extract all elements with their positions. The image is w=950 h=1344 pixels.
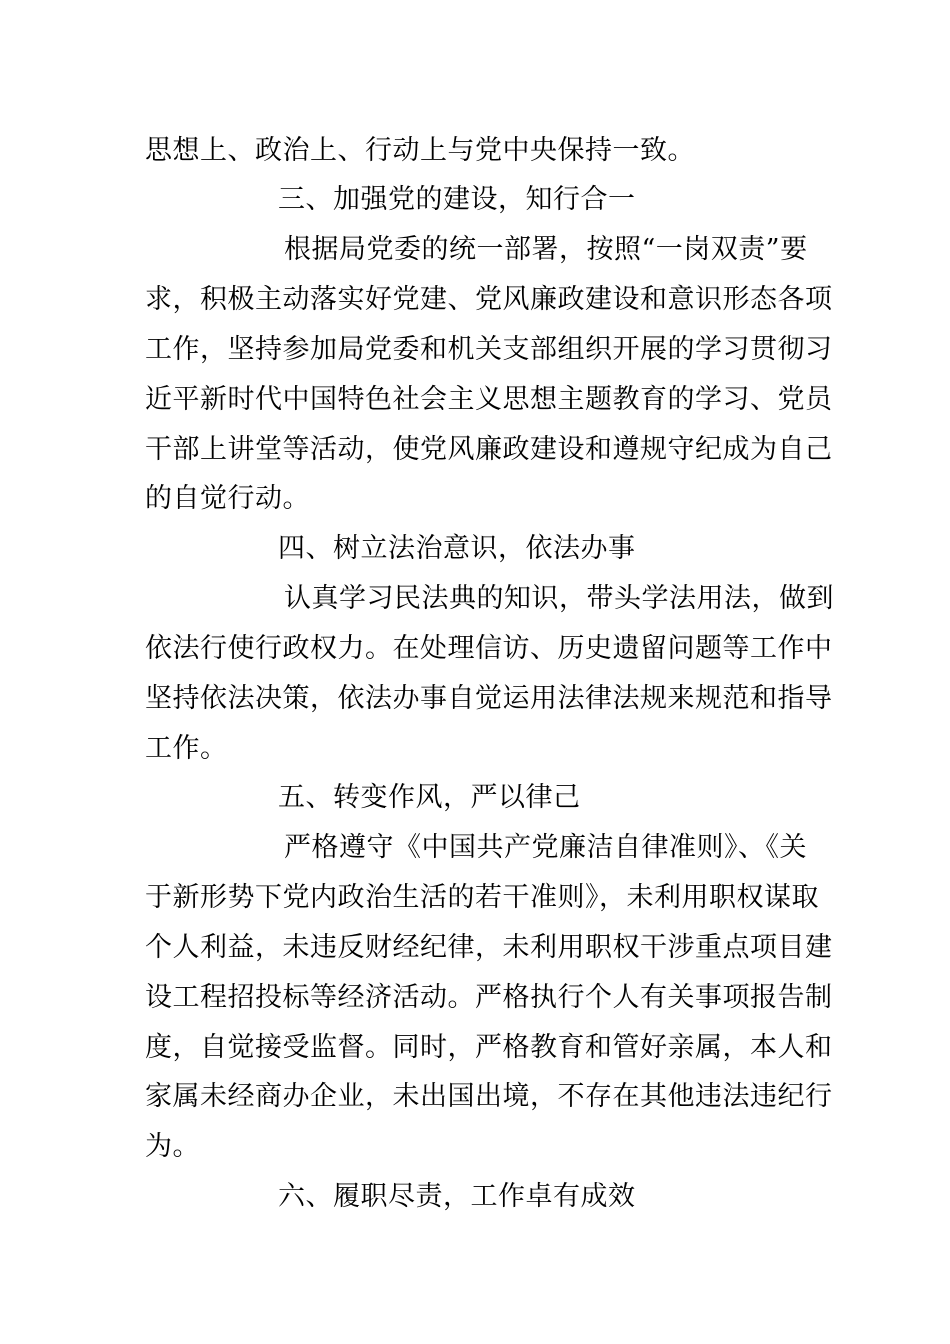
section-heading-3: 三、加强党的建设，知行合一	[278, 184, 636, 215]
section-heading-6: 六、履职尽责，工作卓有成效	[278, 1181, 636, 1212]
section-heading-4: 四、树立法治意识，依法办事	[278, 533, 636, 564]
paragraph-first-line: 严格遵守《中国共产党廉洁自律准则》、《关	[284, 832, 807, 863]
body-text-line: 个人利益，未违反财经纪律，未利用职权干涉重点项目建	[145, 932, 833, 963]
body-text-line: 设工程招投标等经济活动。严格执行个人有关事项报告制	[145, 982, 833, 1013]
body-text-line: 工作，坚持参加局党委和机关支部组织开展的学习贯彻习	[145, 334, 833, 365]
body-text-line: 坚持依法决策，依法办事自觉运用法律法规来规范和指导	[145, 683, 833, 714]
body-text-line: 依法行使行政权力。在处理信访、历史遗留问题等工作中	[145, 633, 833, 664]
body-text-line: 于新形势下党内政治生活的若干准则》，未利用职权谋取	[145, 882, 819, 913]
paragraph-first-line: 根据局党委的统一部署，按照“一岗双责”要	[284, 234, 808, 265]
body-text-line: 思想上、政治上、行动上与党中央保持一致。	[145, 135, 695, 166]
body-text-line: 干部上讲堂等活动，使党风廉政建设和遵规守纪成为自己	[145, 434, 833, 465]
paragraph-first-line: 认真学习民法典的知识，带头学法用法，做到	[284, 583, 834, 614]
body-text-line: 为。	[145, 1131, 200, 1162]
body-text-line: 工作。	[145, 733, 228, 764]
section-heading-5: 五、转变作风，严以律己	[278, 782, 581, 813]
body-text-line: 家属未经商办企业，未出国出境，不存在其他违法违纪行	[145, 1081, 833, 1112]
body-text-line: 近平新时代中国特色社会主义思想主题教育的学习、党员	[145, 384, 833, 415]
body-text-line: 求，积极主动落实好党建、党风廉政建设和意识形态各项	[145, 284, 833, 315]
body-text-line: 度，自觉接受监督。同时，严格教育和管好亲属，本人和	[145, 1032, 833, 1063]
body-text-line: 的自觉行动。	[145, 483, 310, 514]
